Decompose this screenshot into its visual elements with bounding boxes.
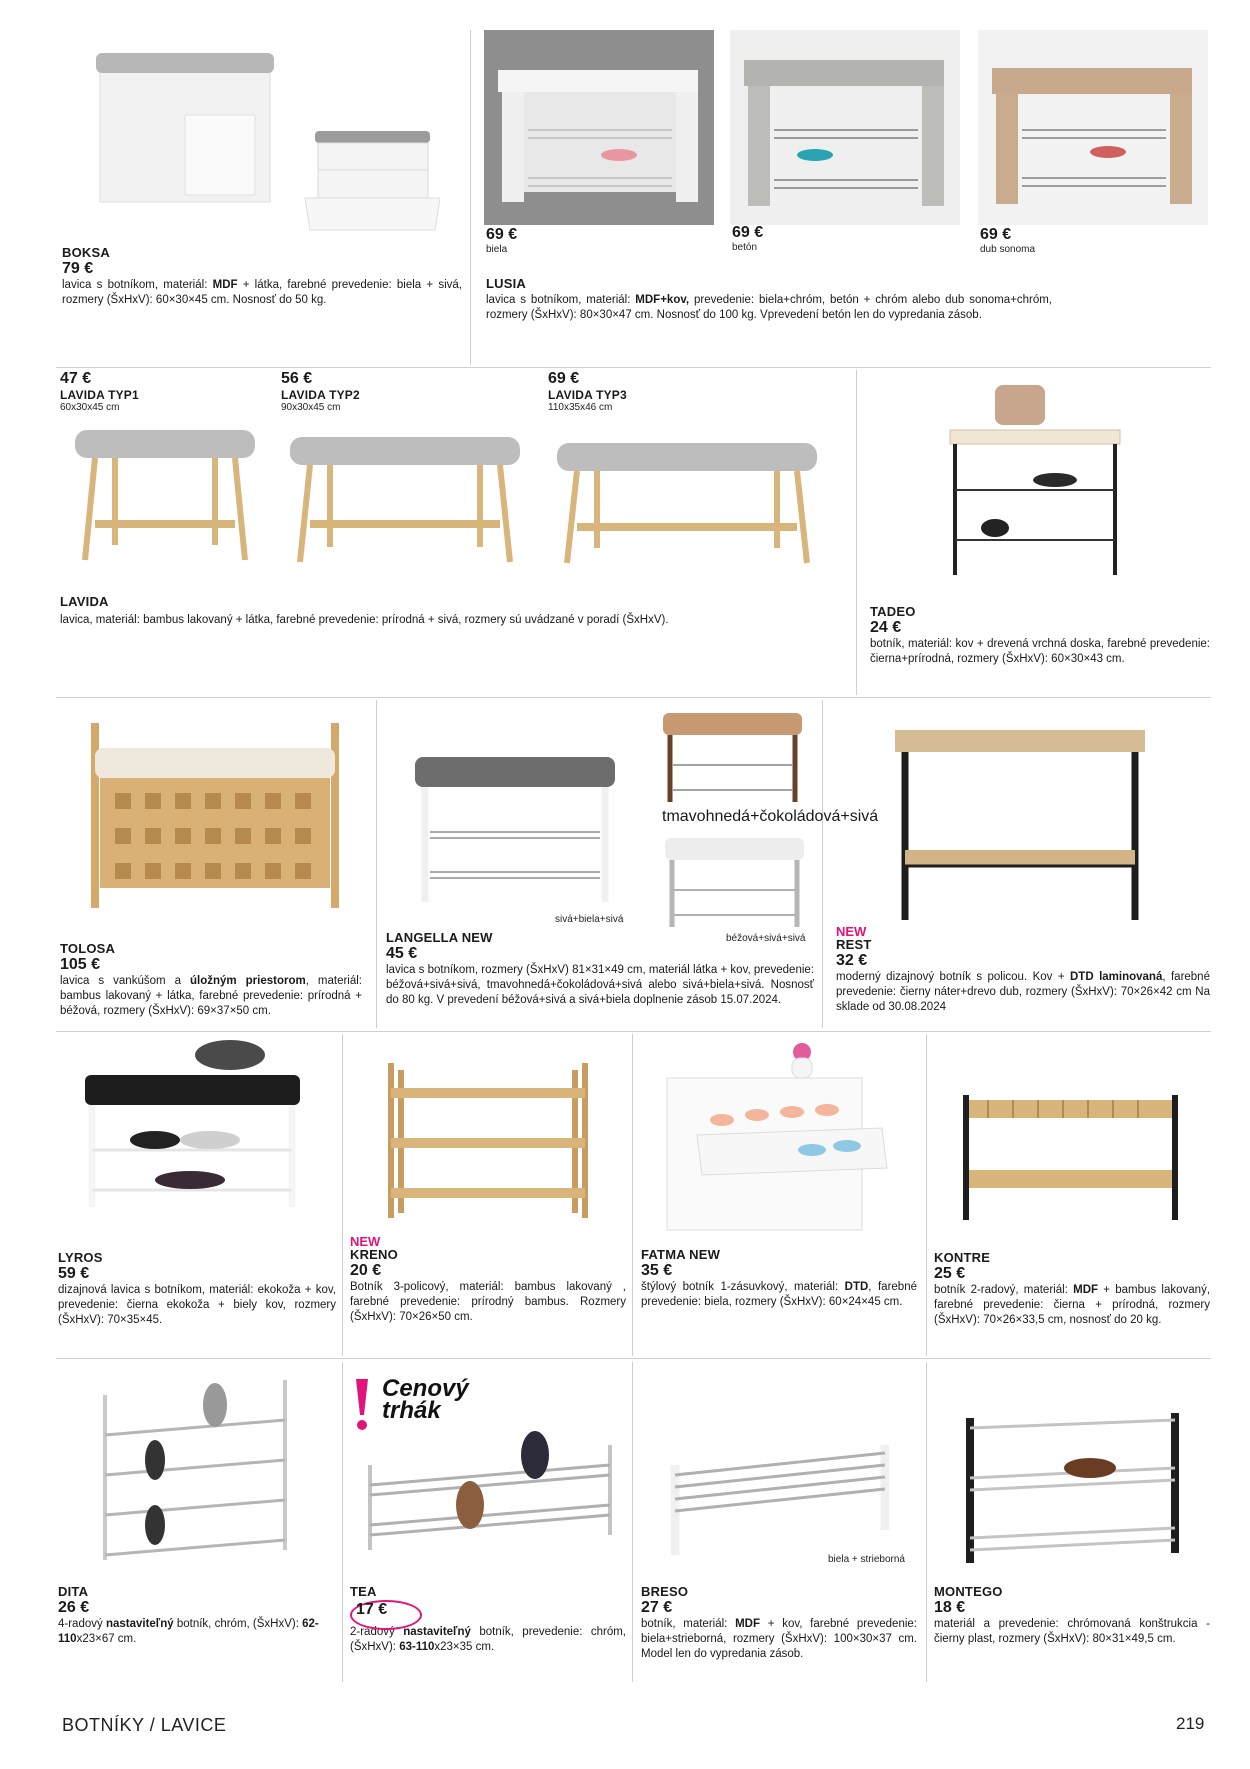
product-name: TEA [350, 1584, 377, 1599]
promo-label: Cenový trhák [382, 1375, 469, 1424]
product-description: štýlový botník 1-zásuvkový, materiál: DTD, farebné prevedenie: biela, rozmery (ŠxHxV): 60×24×45 cm. [641, 1281, 917, 1309]
product-price: 20 € [350, 1262, 382, 1279]
product-price: 18 € [934, 1599, 966, 1616]
product-image-tadeo[interactable] [945, 380, 1125, 580]
product-price: 105 € [60, 956, 101, 973]
color-swatch-label: tmavohnedá+čokoládová+sivá [662, 808, 879, 825]
product-name: REST [836, 937, 872, 952]
product-price: 24 € [870, 619, 902, 636]
product-description: lavica s vankúšom a úložným priestorom, materiál: bambus lakovaný + látka, farebné prevedenie: prírodná + béžová, rozmery (ŠxHxV): 69×37×50 cm. [60, 975, 362, 1018]
divider [470, 30, 471, 365]
product-image-rest[interactable] [890, 725, 1150, 925]
product-image-fatma[interactable] [662, 1040, 892, 1235]
product-image-lusia-dub-sonoma[interactable] [978, 30, 1208, 225]
product-image-lusia-biela[interactable] [484, 30, 714, 225]
product-name: LUSIA [486, 276, 526, 291]
color-swatch-label: sivá+biela+sivá [555, 914, 624, 925]
product-description: 2-radový nastaviteľný botník, prevedenie: chróm, (ŠxHxV): 63-110x23×35 cm. [350, 1626, 626, 1654]
product-description: lavica, materiál: bambus lakovaný + látka, farebné prevedenie: prírodná + sivá, rozmery sú uvádzané v poradí (ŠxHxV). [60, 614, 669, 626]
divider [926, 1362, 927, 1682]
product-price: 79 € [62, 260, 94, 277]
product-price: 32 € [836, 952, 868, 969]
page-number: 219 [1176, 1714, 1205, 1733]
divider [56, 1031, 1211, 1032]
product-name: KRENO [350, 1247, 398, 1262]
color-swatch-label: biela + strieborná [828, 1554, 905, 1565]
product-name: BRESO [641, 1584, 689, 1599]
product-image-boksa-open[interactable] [300, 125, 440, 235]
product-image-dita[interactable] [95, 1375, 295, 1565]
product-image-langella-brown[interactable] [660, 710, 805, 805]
divider [342, 1362, 343, 1682]
product-image-kontre[interactable] [958, 1085, 1183, 1225]
divider [342, 1034, 343, 1356]
divider [56, 1358, 1211, 1359]
product-description: botník, materiál: kov + drevená vrchná doska, farebné prevedenie: čierna+prírodná, rozmery (ŠxHxV): 60×30×43 cm. [870, 638, 1210, 666]
product-name: LANGELLA NEW [386, 930, 493, 945]
product-image-lavida-typ3[interactable] [552, 438, 822, 568]
product-description: materiál a prevedenie: chrómovaná konštrukcia - čierny plast, rozmery (ŠxHxV): 80×31×49,5 cm. [934, 1618, 1210, 1646]
product-description: dizajnová lavica s botníkom, materiál: ekokoža + kov, prevedenie: čierna ekokoža + biely kov, rozmery (ŠxHxV): 70×35×45. [58, 1284, 336, 1327]
new-badge: NEW [350, 1234, 381, 1249]
product-image-lavida-typ1[interactable] [70, 425, 260, 565]
product-description: lavica s botníkom, materiál: MDF+kov, prevedenie: biela+chróm, betón + chróm alebo dub sonoma+chróm, rozmery (ŠxHxV): 80×30×47 cm. Nosnosť do 100 kg. Vprevedení betón len do vypredania zásob. [486, 294, 1052, 322]
divider [822, 700, 823, 1028]
product-description: Botník 3-policový, materiál: bambus lakovaný , farebné prevedenie: prírodný bambus. Rozmery (ŠxHxV): 70×26×50 cm. [350, 1281, 626, 1324]
product-image-montego[interactable] [960, 1408, 1185, 1568]
product-image-tea[interactable] [360, 1425, 620, 1555]
color-swatch-label: béžová+sivá+sivá [726, 933, 806, 944]
product-name: LAVIDA [60, 594, 109, 609]
product-image-tolosa[interactable] [85, 708, 345, 918]
product-name: LYROS [58, 1250, 103, 1265]
product-name: BOKSA [62, 245, 110, 260]
divider [376, 700, 377, 1028]
product-name: DITA [58, 1584, 89, 1599]
divider [632, 1034, 633, 1356]
product-image-langella-grey[interactable] [410, 752, 620, 907]
new-badge: NEW [836, 924, 867, 939]
type-label: 47 € LAVIDA TYP1 60x30x45 cm [60, 370, 139, 413]
product-description: 4-radový nastaviteľný botník, chróm, (ŠxHxV): 62-110x23×67 cm. [58, 1618, 319, 1646]
product-image-lyros[interactable] [80, 1035, 305, 1210]
divider [56, 367, 1211, 368]
type-label: 56 € LAVIDA TYP2 90x30x45 cm [281, 370, 360, 413]
product-image-kreno[interactable] [383, 1058, 593, 1223]
divider [56, 697, 1211, 698]
product-description: lavica s botníkom, materiál: MDF + látka, farebné prevedenie: biela + sivá, rozmery (ŠxHxV): 60×30×45 cm. Nosnosť do 50 kg. [62, 279, 462, 307]
divider [926, 1034, 927, 1356]
product-description: moderný dizajnový botník s policou. Kov + DTD laminovaná, farebné prevedenie: čierny náter+drevo dub, rozmery (ŠxHxV): 70×26×42 cm Na sklade od 30.08.2024 [836, 971, 1210, 1014]
product-name: TADEO [870, 604, 916, 619]
product-image-lavida-typ2[interactable] [285, 432, 525, 567]
type-label: 69 € LAVIDA TYP3 110x35x46 cm [548, 370, 627, 413]
page-category: BOTNÍKY / LAVICE [62, 1715, 227, 1735]
product-description: lavica s botníkom, rozmery (ŠxHxV) 81×31×49 cm, materiál látka + kov, prevedenie: béžová+sivá+sivá, tmavohnedá+čokoládová+sivá alebo sivá+biela+sivá. Nosnosť do 80 kg. V prevedení béžová+sivá a sivá+biela doplnenie zásob 15.07.2024. [386, 964, 814, 1007]
product-image-langella-beige[interactable] [662, 835, 807, 930]
divider [632, 1362, 633, 1682]
variant-price-tag: 69 € biela [486, 226, 518, 255]
product-name: TOLOSA [60, 941, 116, 956]
product-price: 17 € [356, 1601, 388, 1618]
product-price: 27 € [641, 1599, 673, 1616]
product-name: MONTEGO [934, 1584, 1003, 1599]
product-price: 35 € [641, 1262, 673, 1279]
product-price: 25 € [934, 1265, 966, 1282]
product-image-boksa[interactable] [90, 45, 290, 215]
variant-price-tag: 69 € betón [732, 224, 764, 253]
product-price: 26 € [58, 1599, 90, 1616]
product-image-lusia-beton[interactable] [730, 30, 960, 225]
product-description: botník, materiál: MDF + kov, farebné prevedenie: biela+strieborná, rozmery (ŠxHxV): 100×30×37 cm. Model len do vypredania zásob. [641, 1618, 917, 1661]
product-name: KONTRE [934, 1250, 991, 1265]
product-price: 45 € [386, 945, 418, 962]
product-image-breso[interactable] [660, 1435, 900, 1560]
variant-price-tag: 69 € dub sonoma [980, 226, 1036, 255]
divider [856, 370, 857, 695]
product-name: FATMA NEW [641, 1247, 721, 1262]
product-price: 59 € [58, 1265, 90, 1282]
product-description: botník 2-radový, materiál: MDF + bambus lakovaný, farebné prevedenie: čierna + prírodná, rozmery (ŠxHxV): 70×26×33,5 cm, nosnosť do 20 kg. [934, 1284, 1211, 1327]
